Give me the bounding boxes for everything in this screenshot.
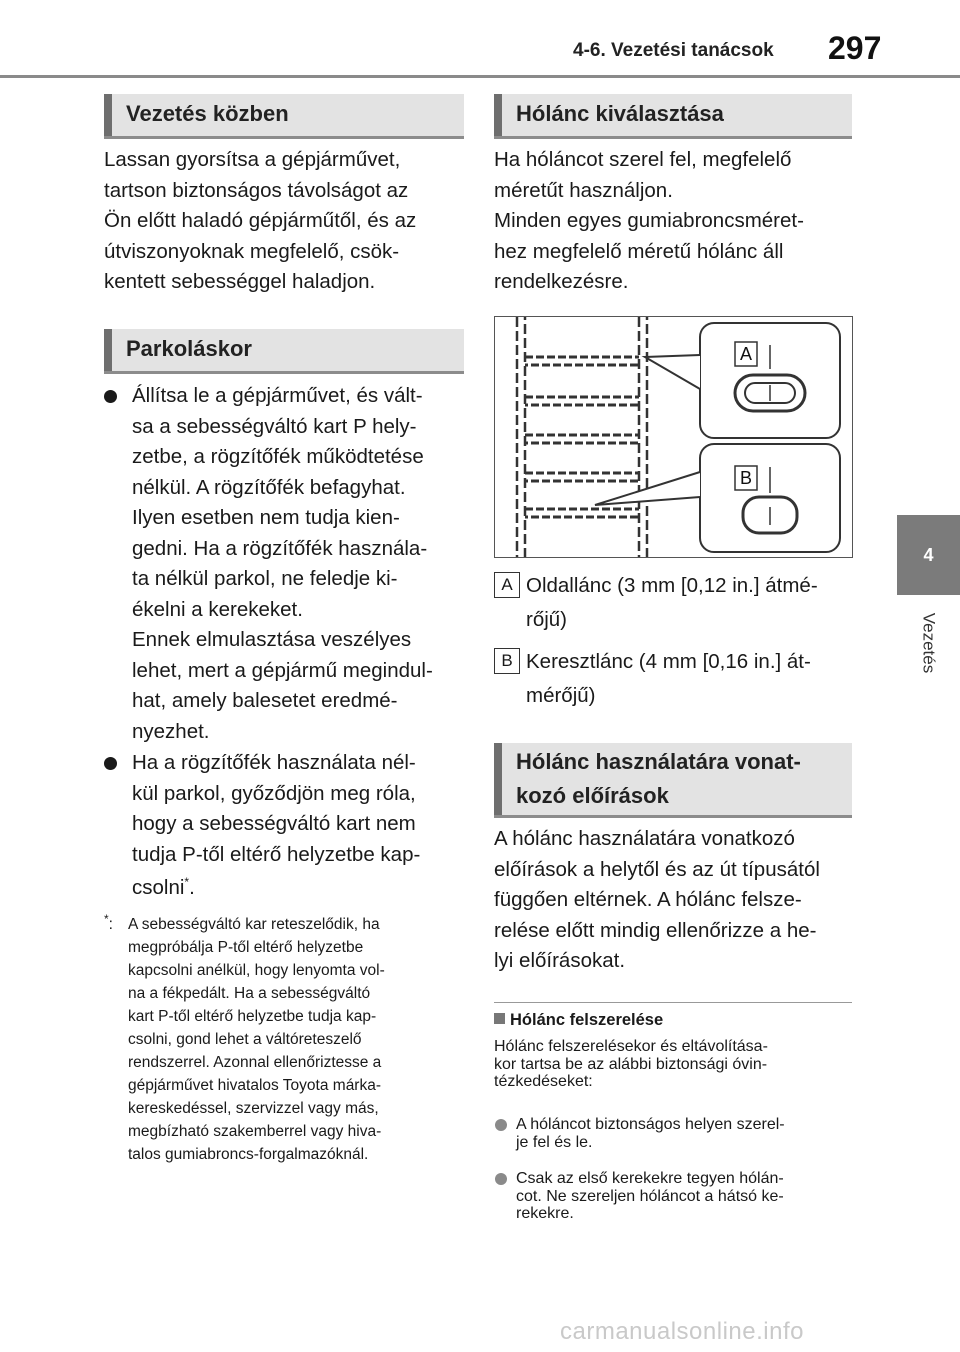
heading-line: kozó előírások [516,783,669,808]
footnote-line: kapcsolni anélkül, hogy lenyomta vol- [128,962,385,979]
text-line: hez megfelelő méretű hólánc áll [494,239,784,263]
text-line: rendelkezésre. [494,270,629,293]
footnote [104,913,464,1166]
text-line [132,873,466,904]
section-heading-parking-text: Parkoláskor [126,336,252,361]
section-heading-chain-selection-text: Hólánc kiválasztása [516,101,724,126]
text-line: sa a sebességváltó kart P hely- [132,414,417,438]
footnote-asterisk: * [104,911,109,926]
text-line: Keresztlánc (4 mm [0,16 in.] át- [526,650,811,673]
text-line: hogy a sebességváltó kart nem [132,812,416,835]
subsection-heading-text: Hólánc felszerelése [510,1011,664,1029]
section-heading-regulations-text [516,745,801,813]
snow-chain-figure [494,316,853,558]
section-heading-driving-text: Vezetés közben [126,101,289,126]
square-bullet-icon [494,1013,505,1024]
heading-line: Hólánc használatára vonat- [516,749,801,774]
footnote-line: gépjárművet hivatalos Toyota márka- [128,1077,382,1094]
text-line: kentett sebességgel haladjon. [104,270,376,293]
text-line: Állítsa le a gépjárművet, és vált- [132,384,423,407]
snow-chain-illustration [495,317,852,557]
text-line: Ha a rögzítőfék használata nél- [132,751,416,774]
text-line: kül parkol, győződjön meg róla, [132,781,416,805]
header-section-title: 4-6. Vezetési tanácsok [573,40,774,61]
footnote-line: megbízható szakemberrel vagy hiva- [128,1123,382,1140]
bullet-dot [104,757,117,770]
text-line: Oldallánc (3 mm [0,12 in.] átmé- [526,574,818,597]
text-line: Minden egyes gumiabroncsméret- [494,209,804,232]
bullet-dot [495,1173,507,1185]
text-line: gedni. Ha a rögzítőfék használa- [132,536,428,560]
text-line: útviszonyoknak megfelelő, csök- [104,239,400,263]
text-line: Ön előtt haladó gépjárműtől, és az [104,209,417,232]
watermark: carmanualsonline.info [560,1318,804,1345]
section-heading-chain-selection [494,94,852,139]
text-line: ékelni a kerekeket. [132,597,303,621]
text-line: mérőjű) [526,684,596,707]
text-line: Csak az első kerekekre tegyen hólán- [516,1170,784,1187]
installation-bullet-2 [494,1170,852,1223]
chapter-tab-label [897,598,960,688]
footnote-line: talos gumiabroncs-forgalmazóknál. [128,1146,369,1163]
text-line: zetbe, a rögzítőfék működtetése [132,445,424,468]
footnote-reference[interactable]: * [184,875,190,890]
callout-label-b: B [739,468,753,488]
text-line: relése előtt mindig ellenőrizze a he- [494,918,817,942]
parking-bullet-2 [104,748,466,904]
subsection-heading-installation [494,1011,663,1030]
text-line: Ennek elmulasztása veszélyes [132,628,412,651]
text-line: nyezhet. [132,719,210,743]
legend-key-a: A [494,572,520,598]
driving-paragraph [104,145,464,298]
bullet-dot [495,1119,507,1131]
footnote-line: A sebességváltó kar reteszelődik, ha [128,916,380,933]
text-line: tézkedéseket: [494,1073,593,1090]
regulations-paragraph [494,824,854,977]
parking-bullet-1 [104,381,466,747]
text-line: kor tartsa be az alábbi biztonsági óvin- [494,1055,768,1073]
footnote-colon: : [108,916,113,933]
text-line: je fel és le. [516,1133,593,1151]
text-line: Ha hóláncot szerel fel, megfelelő [494,148,792,171]
text-line: méretűt használjon. [494,178,673,202]
chapter-tab-number: 4 [897,515,960,595]
installation-intro [494,1038,852,1091]
text-line: lehet, mert a gépjármű megindul- [132,658,433,682]
callout-label-a: A [739,344,753,364]
chain-selection-paragraph [494,145,854,298]
text-line: lyi előírásokat. [494,949,626,972]
text-line: tudja P-től eltérő helyzetbe kap- [132,842,421,866]
chapter-tab-label-text: Vezetés [919,612,939,674]
section-heading-driving [104,94,464,139]
footnote-line: kart P-től eltérő helyzetbe tudja kap- [128,1008,377,1025]
legend-key-b: B [494,648,520,674]
text-fragment: . [189,876,195,899]
text-line: előírások a helytől és az út típusától [494,857,820,881]
legend-item-b [494,645,854,713]
text-line: Hólánc felszerelésekor és eltávolítása- [494,1038,768,1055]
installation-bullet-1 [494,1116,852,1151]
text-line: ta nélkül parkol, ne feledje ki- [132,567,398,590]
text-line: Lassan gyorsítsa a gépjárművet, [104,148,401,171]
text-line: A hóláncot biztonságos helyen szerel- [516,1116,785,1133]
footnote-line: kereskedéssel, szervizzel vagy más, [128,1100,379,1117]
text-line: tartson biztonságos távolságot az [104,178,409,202]
header-rule [0,75,960,78]
text-line: nélkül. A rögzítőfék befagyhat. [132,475,406,499]
footnote-line: na a fékpedált. Ha a sebességváltó [128,985,371,1002]
footnote-line: csolni, gond lehet a váltóreteszelő [128,1031,362,1048]
legend-item-a [494,569,854,637]
text-line: cot. Ne szereljen hóláncot a hátsó ke- [516,1187,784,1205]
text-line: függően eltérnek. A hólánc felsze- [494,888,802,911]
footnote-line: megpróbálja P-től eltérő helyzetbe [128,939,364,956]
footnote-marker [104,913,113,936]
text-line: rekekre. [516,1205,574,1222]
section-heading-regulations [494,743,852,818]
text-line: hat, amely balesetet eredmé- [132,689,398,712]
text-fragment: csolni [132,876,185,899]
bullet-dot [104,390,117,403]
page-number: 297 [828,30,882,66]
footnote-line: rendszerrel. Azonnal ellenőriztesse a [128,1054,382,1071]
text-line: rőjű) [526,608,568,631]
text-line: A hólánc használatára vonatkozó [494,827,795,850]
section-heading-parking [104,329,464,374]
subsection-rule [494,1002,852,1003]
text-line: Ilyen esetben nem tudja kien- [132,506,400,529]
